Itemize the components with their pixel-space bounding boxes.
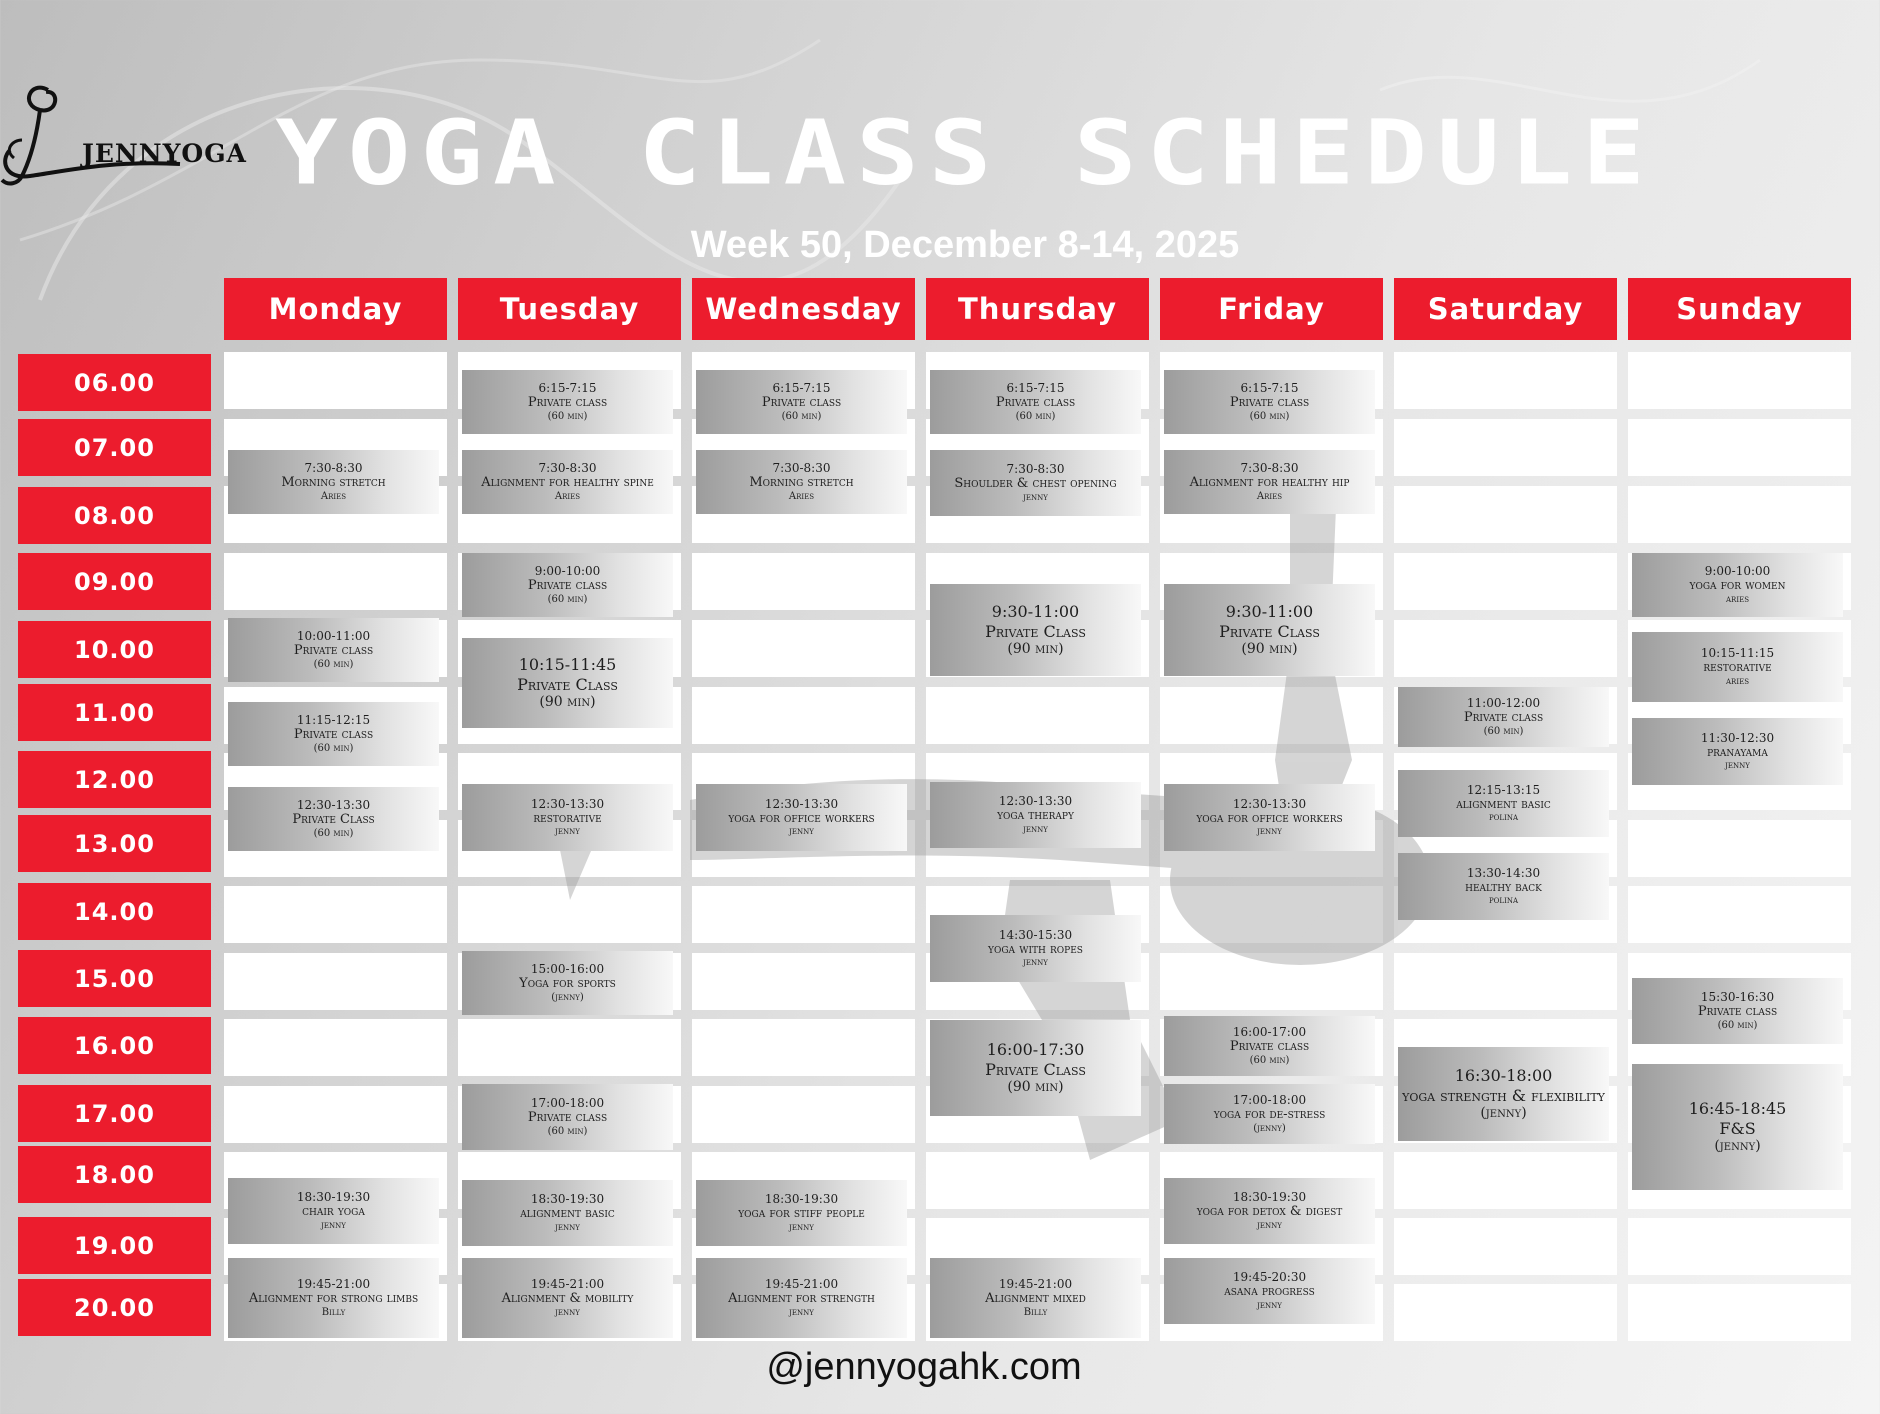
class-time: 19:45-20:30 xyxy=(1232,1270,1307,1284)
class-card-tuesday[interactable] xyxy=(462,553,673,617)
class-time: 15:00-16:00 xyxy=(530,962,605,976)
class-card-friday[interactable] xyxy=(1164,450,1375,514)
class-card-monday[interactable] xyxy=(228,618,439,682)
schedule-slot xyxy=(224,352,447,409)
class-time: 19:45-21:00 xyxy=(296,1277,371,1291)
day-header-sunday: Sunday xyxy=(1628,278,1851,340)
time-label: 09.00 xyxy=(18,553,211,610)
class-detail: (90 min) xyxy=(539,693,596,710)
schedule-slot xyxy=(224,1086,447,1143)
class-detail: Billy xyxy=(321,1306,346,1318)
class-detail: (60 min) xyxy=(547,410,588,422)
time-label: 19.00 xyxy=(18,1217,211,1274)
class-time: 9:00-10:00 xyxy=(1704,564,1771,578)
time-label: 11.00 xyxy=(18,684,211,741)
class-time: 7:30-8:30 xyxy=(1006,462,1065,476)
class-time: 18:30-19:30 xyxy=(296,1190,371,1204)
class-name: yoga therapy xyxy=(997,808,1074,824)
class-name: Private class xyxy=(1229,1039,1310,1055)
class-detail: (90 min) xyxy=(1007,1078,1064,1095)
class-name: Private class xyxy=(293,727,374,743)
class-name: Private Class xyxy=(985,1059,1086,1079)
class-detail: (jenny) xyxy=(1253,1122,1286,1134)
schedule-slot xyxy=(224,1019,447,1076)
day-header-thursday: Thursday xyxy=(926,278,1149,340)
class-time: 6:15-7:15 xyxy=(1006,381,1065,395)
class-card-tuesday[interactable] xyxy=(462,1180,673,1246)
class-name: restorative xyxy=(533,810,602,826)
class-name: Private class xyxy=(1697,1004,1778,1020)
class-detail: (jenny) xyxy=(1714,1137,1761,1154)
schedule-slot xyxy=(692,1086,915,1143)
class-detail: jenny xyxy=(1725,760,1750,772)
class-time: 11:00-12:00 xyxy=(1466,696,1541,710)
class-detail: aries xyxy=(1726,593,1749,605)
class-time: 16:45-18:45 xyxy=(1688,1099,1787,1119)
class-detail: (60 min) xyxy=(781,410,822,422)
time-label: 20.00 xyxy=(18,1279,211,1336)
time-label: 16.00 xyxy=(18,1017,211,1074)
class-time: 9:00-10:00 xyxy=(534,564,601,578)
time-label: 06.00 xyxy=(18,354,211,411)
class-time: 6:15-7:15 xyxy=(772,381,831,395)
class-time: 10:00-11:00 xyxy=(296,629,371,643)
class-time: 10:15-11:45 xyxy=(518,655,617,675)
schedule-slot xyxy=(1394,620,1617,677)
schedule-slot xyxy=(224,886,447,943)
class-time: 18:30-19:30 xyxy=(1232,1190,1307,1204)
class-name: F&S xyxy=(1719,1118,1756,1138)
class-name: Private Class xyxy=(292,812,375,828)
schedule-slot xyxy=(1628,1284,1851,1341)
class-card-sunday[interactable] xyxy=(1632,632,1843,702)
class-time: 7:30-8:30 xyxy=(304,461,363,475)
class-name: yoga for stiff people xyxy=(738,1206,865,1222)
class-card-thursday[interactable] xyxy=(930,370,1141,434)
class-name: yoga with ropes xyxy=(988,941,1083,957)
day-header-friday: Friday xyxy=(1160,278,1383,340)
schedule-slot xyxy=(1394,1218,1617,1275)
class-name: pranayama xyxy=(1707,744,1768,760)
class-name: asana progress xyxy=(1224,1284,1315,1300)
class-time: 9:30-11:00 xyxy=(991,602,1080,622)
class-card-monday[interactable] xyxy=(228,787,439,851)
class-card-wednesday[interactable] xyxy=(696,370,907,434)
class-detail: jenny xyxy=(1257,1219,1282,1231)
class-detail: (60 min) xyxy=(547,1125,588,1137)
class-card-monday[interactable] xyxy=(228,450,439,514)
schedule-slot xyxy=(692,687,915,744)
class-card-thursday[interactable] xyxy=(930,450,1141,516)
class-time: 7:30-8:30 xyxy=(538,461,597,475)
class-time: 11:30-12:30 xyxy=(1700,730,1775,745)
class-time: 19:45-21:00 xyxy=(530,1277,605,1291)
class-detail: Aries xyxy=(788,490,815,502)
class-card-thursday[interactable] xyxy=(930,1258,1141,1338)
class-name: Alignment for strength xyxy=(728,1291,875,1307)
time-label: 07.00 xyxy=(18,419,211,476)
schedule-slot xyxy=(1394,419,1617,476)
day-header-monday: Monday xyxy=(224,278,447,340)
schedule-slot xyxy=(692,553,915,610)
day-header-wednesday: Wednesday xyxy=(692,278,915,340)
class-detail: (jenny) xyxy=(1480,1104,1527,1121)
class-detail: jenny xyxy=(555,1221,580,1233)
class-card-tuesday[interactable] xyxy=(462,1258,673,1338)
class-time: 12:30-13:30 xyxy=(296,798,371,812)
schedule-slot xyxy=(1628,419,1851,476)
class-time: 12:15-13:15 xyxy=(1466,782,1541,797)
schedule-slot xyxy=(1628,820,1851,877)
class-name: chair yoga xyxy=(302,1204,365,1220)
class-card-monday[interactable] xyxy=(228,702,439,766)
class-detail: (60 min) xyxy=(1717,1019,1758,1031)
class-card-thursday[interactable] xyxy=(930,584,1141,676)
day-header-saturday: Saturday xyxy=(1394,278,1617,340)
class-detail: jenny xyxy=(789,826,814,838)
class-card-friday[interactable] xyxy=(1164,1084,1375,1144)
class-detail: Aries xyxy=(554,490,581,502)
class-name: Private class xyxy=(1463,710,1544,726)
class-time: 9:30-11:00 xyxy=(1225,602,1314,622)
class-name: Private class xyxy=(761,395,842,411)
class-time: 12:30-13:30 xyxy=(1232,796,1307,811)
class-name: Alignment for healthy spine xyxy=(481,475,654,491)
class-detail: (60 min) xyxy=(1249,1054,1290,1066)
class-name: yoga for detox & digest xyxy=(1196,1204,1343,1220)
class-name: Private Class xyxy=(517,674,618,694)
class-name: Private Class xyxy=(985,621,1086,641)
class-detail: (60 min) xyxy=(313,658,354,670)
class-detail: jenny xyxy=(789,1221,814,1233)
time-label: 12.00 xyxy=(18,751,211,808)
time-label: 17.00 xyxy=(18,1085,211,1142)
class-card-wednesday[interactable] xyxy=(696,450,907,514)
class-card-tuesday[interactable] xyxy=(462,1084,673,1150)
class-detail: (60 min) xyxy=(547,593,588,605)
schedule-slot xyxy=(1160,953,1383,1010)
class-card-tuesday[interactable] xyxy=(462,370,673,434)
class-card-thursday[interactable] xyxy=(930,782,1141,848)
class-detail: Billy xyxy=(1023,1306,1048,1318)
class-time: 16:30-18:00 xyxy=(1454,1066,1553,1086)
schedule-slot xyxy=(1628,486,1851,543)
schedule-slot xyxy=(1628,1218,1851,1275)
class-name: Alignment for healthy hip xyxy=(1189,475,1350,491)
class-time: 19:45-21:00 xyxy=(764,1277,839,1291)
class-name: yoga strength & flexibility xyxy=(1402,1085,1605,1105)
class-time: 10:15-11:15 xyxy=(1700,646,1775,660)
class-name: Private class xyxy=(527,395,608,411)
class-name: yoga for women xyxy=(1689,578,1786,594)
class-card-friday[interactable] xyxy=(1164,1258,1375,1324)
schedule-slot xyxy=(458,1019,681,1076)
class-detail: jenny xyxy=(321,1219,346,1231)
class-time: 6:15-7:15 xyxy=(538,381,597,395)
time-label: 10.00 xyxy=(18,621,211,678)
class-detail: aries xyxy=(1726,675,1749,687)
time-label: 08.00 xyxy=(18,487,211,544)
schedule-slot xyxy=(692,886,915,943)
class-card-monday[interactable] xyxy=(228,1178,439,1244)
class-card-tuesday[interactable] xyxy=(462,784,673,851)
class-card-sunday[interactable] xyxy=(1632,1064,1843,1190)
class-detail: jenny xyxy=(1023,957,1048,969)
class-detail: (90 min) xyxy=(1241,640,1298,657)
class-detail: polina xyxy=(1488,895,1519,907)
footer-website[interactable]: @jennyogahk.com xyxy=(766,1346,1082,1388)
class-card-tuesday[interactable] xyxy=(462,951,673,1015)
class-detail: (60 min) xyxy=(313,827,354,839)
class-name: yoga for office workers xyxy=(728,810,875,826)
schedule-slot xyxy=(224,553,447,610)
class-name: Morning stretch xyxy=(749,475,854,491)
class-name: restorative xyxy=(1703,660,1772,676)
class-name: alignment basic xyxy=(520,1206,615,1222)
schedule-slot xyxy=(1628,886,1851,943)
class-time: 12:30-13:30 xyxy=(530,796,605,811)
class-name: healthy back xyxy=(1465,879,1542,895)
time-label: 15.00 xyxy=(18,950,211,1007)
schedule-slot xyxy=(1394,1284,1617,1341)
class-detail: (60 min) xyxy=(1483,725,1524,737)
class-card-saturday[interactable] xyxy=(1398,687,1609,747)
schedule-slot xyxy=(1394,553,1617,610)
class-card-friday[interactable] xyxy=(1164,584,1375,676)
class-time: 6:15-7:15 xyxy=(1240,381,1299,395)
page-title: YOGA CLASS SCHEDULE xyxy=(275,100,1655,206)
class-name: yoga for office workers xyxy=(1196,810,1343,826)
class-name: Private class xyxy=(995,395,1076,411)
class-time: 7:30-8:30 xyxy=(772,461,831,475)
class-card-friday[interactable] xyxy=(1164,370,1375,434)
time-label: 13.00 xyxy=(18,815,211,872)
class-name: Alignment mixed xyxy=(985,1291,1086,1307)
schedule-slot xyxy=(926,687,1149,744)
schedule-slot xyxy=(1394,486,1617,543)
schedule-slot xyxy=(224,953,447,1010)
class-detail: (60 min) xyxy=(1015,410,1056,422)
class-time: 17:00-18:00 xyxy=(1232,1093,1307,1107)
class-detail: polina xyxy=(1488,812,1519,824)
class-card-sunday[interactable] xyxy=(1632,553,1843,617)
schedule-slot xyxy=(1628,352,1851,409)
schedule-slot xyxy=(458,886,681,943)
schedule-slot xyxy=(1394,352,1617,409)
class-detail: jenny xyxy=(1023,823,1048,835)
class-card-tuesday[interactable] xyxy=(462,450,673,514)
class-card-sunday[interactable] xyxy=(1632,978,1843,1044)
class-detail: Aries xyxy=(320,490,347,502)
class-detail: (jenny) xyxy=(551,991,584,1003)
class-name: Private class xyxy=(293,643,374,659)
class-card-saturday[interactable] xyxy=(1398,1047,1609,1141)
class-name: Yoga for sports xyxy=(519,976,616,992)
class-card-saturday[interactable] xyxy=(1398,853,1609,920)
class-name: Private class xyxy=(527,578,608,594)
class-time: 12:30-13:30 xyxy=(998,794,1073,808)
class-detail: jenny xyxy=(1257,826,1282,838)
schedule-slot xyxy=(1160,687,1383,744)
class-name: Private Class xyxy=(1219,621,1320,641)
class-detail: (60 min) xyxy=(1249,410,1290,422)
class-time: 7:30-8:30 xyxy=(1240,461,1299,475)
class-time: 12:30-13:30 xyxy=(764,796,839,811)
class-name: Morning stretch xyxy=(281,475,386,491)
class-detail: (90 min) xyxy=(1007,640,1064,657)
class-name: Alignment & mobility xyxy=(501,1291,634,1307)
class-time: 16:00-17:00 xyxy=(1232,1025,1307,1039)
class-detail: jenny xyxy=(1023,491,1048,503)
schedule-slot xyxy=(926,1152,1149,1209)
day-header-tuesday: Tuesday xyxy=(458,278,681,340)
class-time: 13:30-14:30 xyxy=(1466,865,1541,880)
class-card-tuesday[interactable] xyxy=(462,638,673,728)
time-label: 14.00 xyxy=(18,883,211,940)
class-card-thursday[interactable] xyxy=(930,1020,1141,1116)
class-card-wednesday[interactable] xyxy=(696,784,907,851)
class-card-wednesday[interactable] xyxy=(696,1258,907,1338)
class-time: 17:00-18:00 xyxy=(530,1096,605,1110)
class-card-wednesday[interactable] xyxy=(696,1180,907,1246)
schedule-slot xyxy=(692,1019,915,1076)
class-time: 15:30-16:30 xyxy=(1700,990,1775,1004)
class-time: 19:45-21:00 xyxy=(998,1277,1073,1291)
class-card-thursday[interactable] xyxy=(930,915,1141,982)
class-name: Alignment for strong limbs xyxy=(248,1291,419,1307)
class-card-sunday[interactable] xyxy=(1632,718,1843,785)
class-detail: jenny xyxy=(555,1306,580,1318)
class-detail: jenny xyxy=(1257,1299,1282,1311)
class-time: 18:30-19:30 xyxy=(530,1192,605,1206)
schedule-slot xyxy=(1394,1152,1617,1209)
schedule-slot xyxy=(1394,953,1617,1010)
class-detail: (60 min) xyxy=(313,742,354,754)
class-card-friday[interactable] xyxy=(1164,1016,1375,1076)
class-name: yoga for de-stress xyxy=(1213,1107,1326,1123)
page-subtitle: Week 50, December 8-14, 2025 xyxy=(690,224,1240,266)
class-name: alignment basic xyxy=(1456,796,1551,812)
class-time: 16:00-17:30 xyxy=(986,1040,1085,1060)
class-detail: Aries xyxy=(1256,490,1283,502)
class-name: Private class xyxy=(527,1110,608,1126)
logo-text: JENNYOGA xyxy=(82,139,247,168)
schedule-slot xyxy=(692,953,915,1010)
time-label: 18.00 xyxy=(18,1146,211,1203)
class-name: Shoulder & chest opening xyxy=(954,476,1117,492)
schedule-slot xyxy=(1160,886,1383,943)
class-card-friday[interactable] xyxy=(1164,1178,1375,1244)
class-card-monday[interactable] xyxy=(228,1258,439,1338)
class-detail: jenny xyxy=(789,1306,814,1318)
class-card-friday[interactable] xyxy=(1164,784,1375,851)
class-detail: jenny xyxy=(555,826,580,838)
class-name: Private class xyxy=(1229,395,1310,411)
schedule-slot xyxy=(692,620,915,677)
class-time: 18:30-19:30 xyxy=(764,1192,839,1206)
class-card-saturday[interactable] xyxy=(1398,770,1609,837)
class-time: 14:30-15:30 xyxy=(998,927,1073,942)
class-time: 11:15-12:15 xyxy=(296,713,371,727)
